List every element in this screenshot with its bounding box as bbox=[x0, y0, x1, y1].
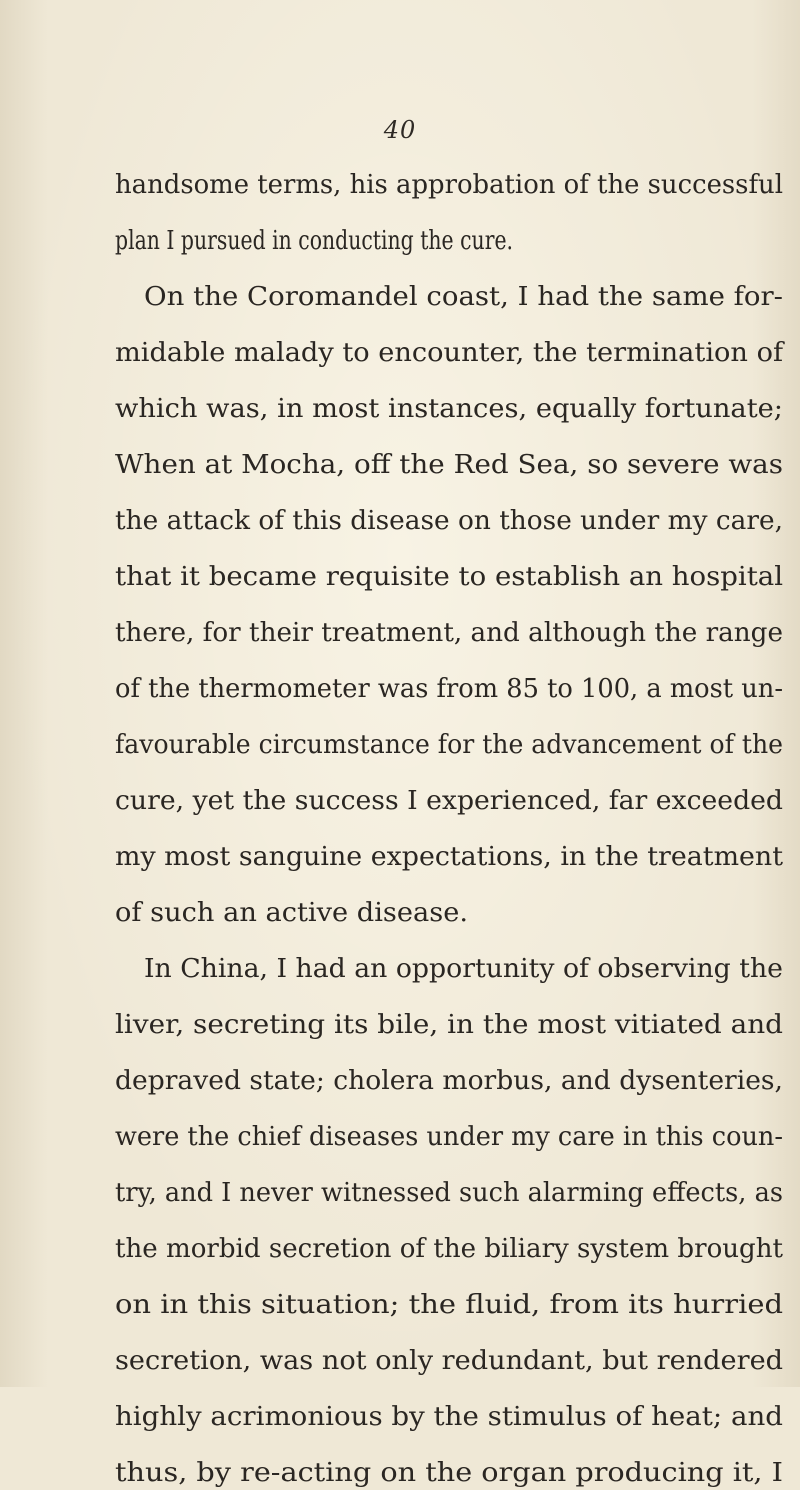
text-line-4-content: midable malady to encounter, the termination of bbox=[115, 338, 784, 368]
text-line-14-content: of such an active disease. bbox=[115, 898, 469, 928]
text-line-22-content: secretion, was not only redundant, but rendered bbox=[115, 1346, 784, 1376]
text-line-10-content: of the thermometer was from 85 to 100, a most un- bbox=[115, 674, 784, 704]
text-line-1-content: handsome terms, his approbation of the successful bbox=[115, 170, 783, 200]
text-line-6-content: When at Mocha, off the Red Sea, so severe was bbox=[115, 450, 783, 480]
text-line-18-content: were the chief diseases under my care in this coun- bbox=[115, 1122, 783, 1152]
text-line-19-content: try, and I never witnessed such alarming effects, as bbox=[115, 1178, 783, 1208]
text-line-13-content: my most sanguine expectations, in the treatment bbox=[115, 842, 783, 872]
text-line-20-content: the morbid secretion of the biliary system brought bbox=[115, 1234, 784, 1264]
text-line-21-content: on in this situation; the fluid, from its hurried bbox=[115, 1290, 784, 1320]
text-line-11-content: favourable circumstance for the advancement of the bbox=[115, 730, 784, 760]
text-line-2-content: plan I pursued in conducting the cure. bbox=[115, 226, 514, 256]
text-line-3-content: On the Coromandel coast, I had the same for- bbox=[144, 282, 783, 312]
text-line-17-content: depraved state; cholera morbus, and dysenteries, bbox=[115, 1066, 784, 1096]
text-line-9-content: there, for their treatment, and although the range bbox=[115, 618, 783, 648]
text-line-5-content: which was, in most instances, equally fortunate; bbox=[115, 394, 783, 424]
text-line-16-content: liver, secreting its bile, in the most vitiated and bbox=[115, 1010, 784, 1040]
text-line-7-content: the attack of this disease on those under my care, bbox=[115, 506, 783, 536]
text-line-23-content: highly acrimonious by the stimulus of heat; and bbox=[115, 1402, 784, 1432]
text-line-12-content: cure, yet the success I experienced, far exceeded bbox=[115, 786, 784, 816]
page-number: 40 bbox=[383, 116, 417, 144]
text-line-8-content: that it became requisite to establish an hospital bbox=[115, 562, 784, 592]
text-line-15-content: In China, I had an opportunity of observing the bbox=[144, 954, 783, 984]
text-line-24-content: thus, by re-acting on the organ producing it, I bbox=[115, 1458, 783, 1488]
